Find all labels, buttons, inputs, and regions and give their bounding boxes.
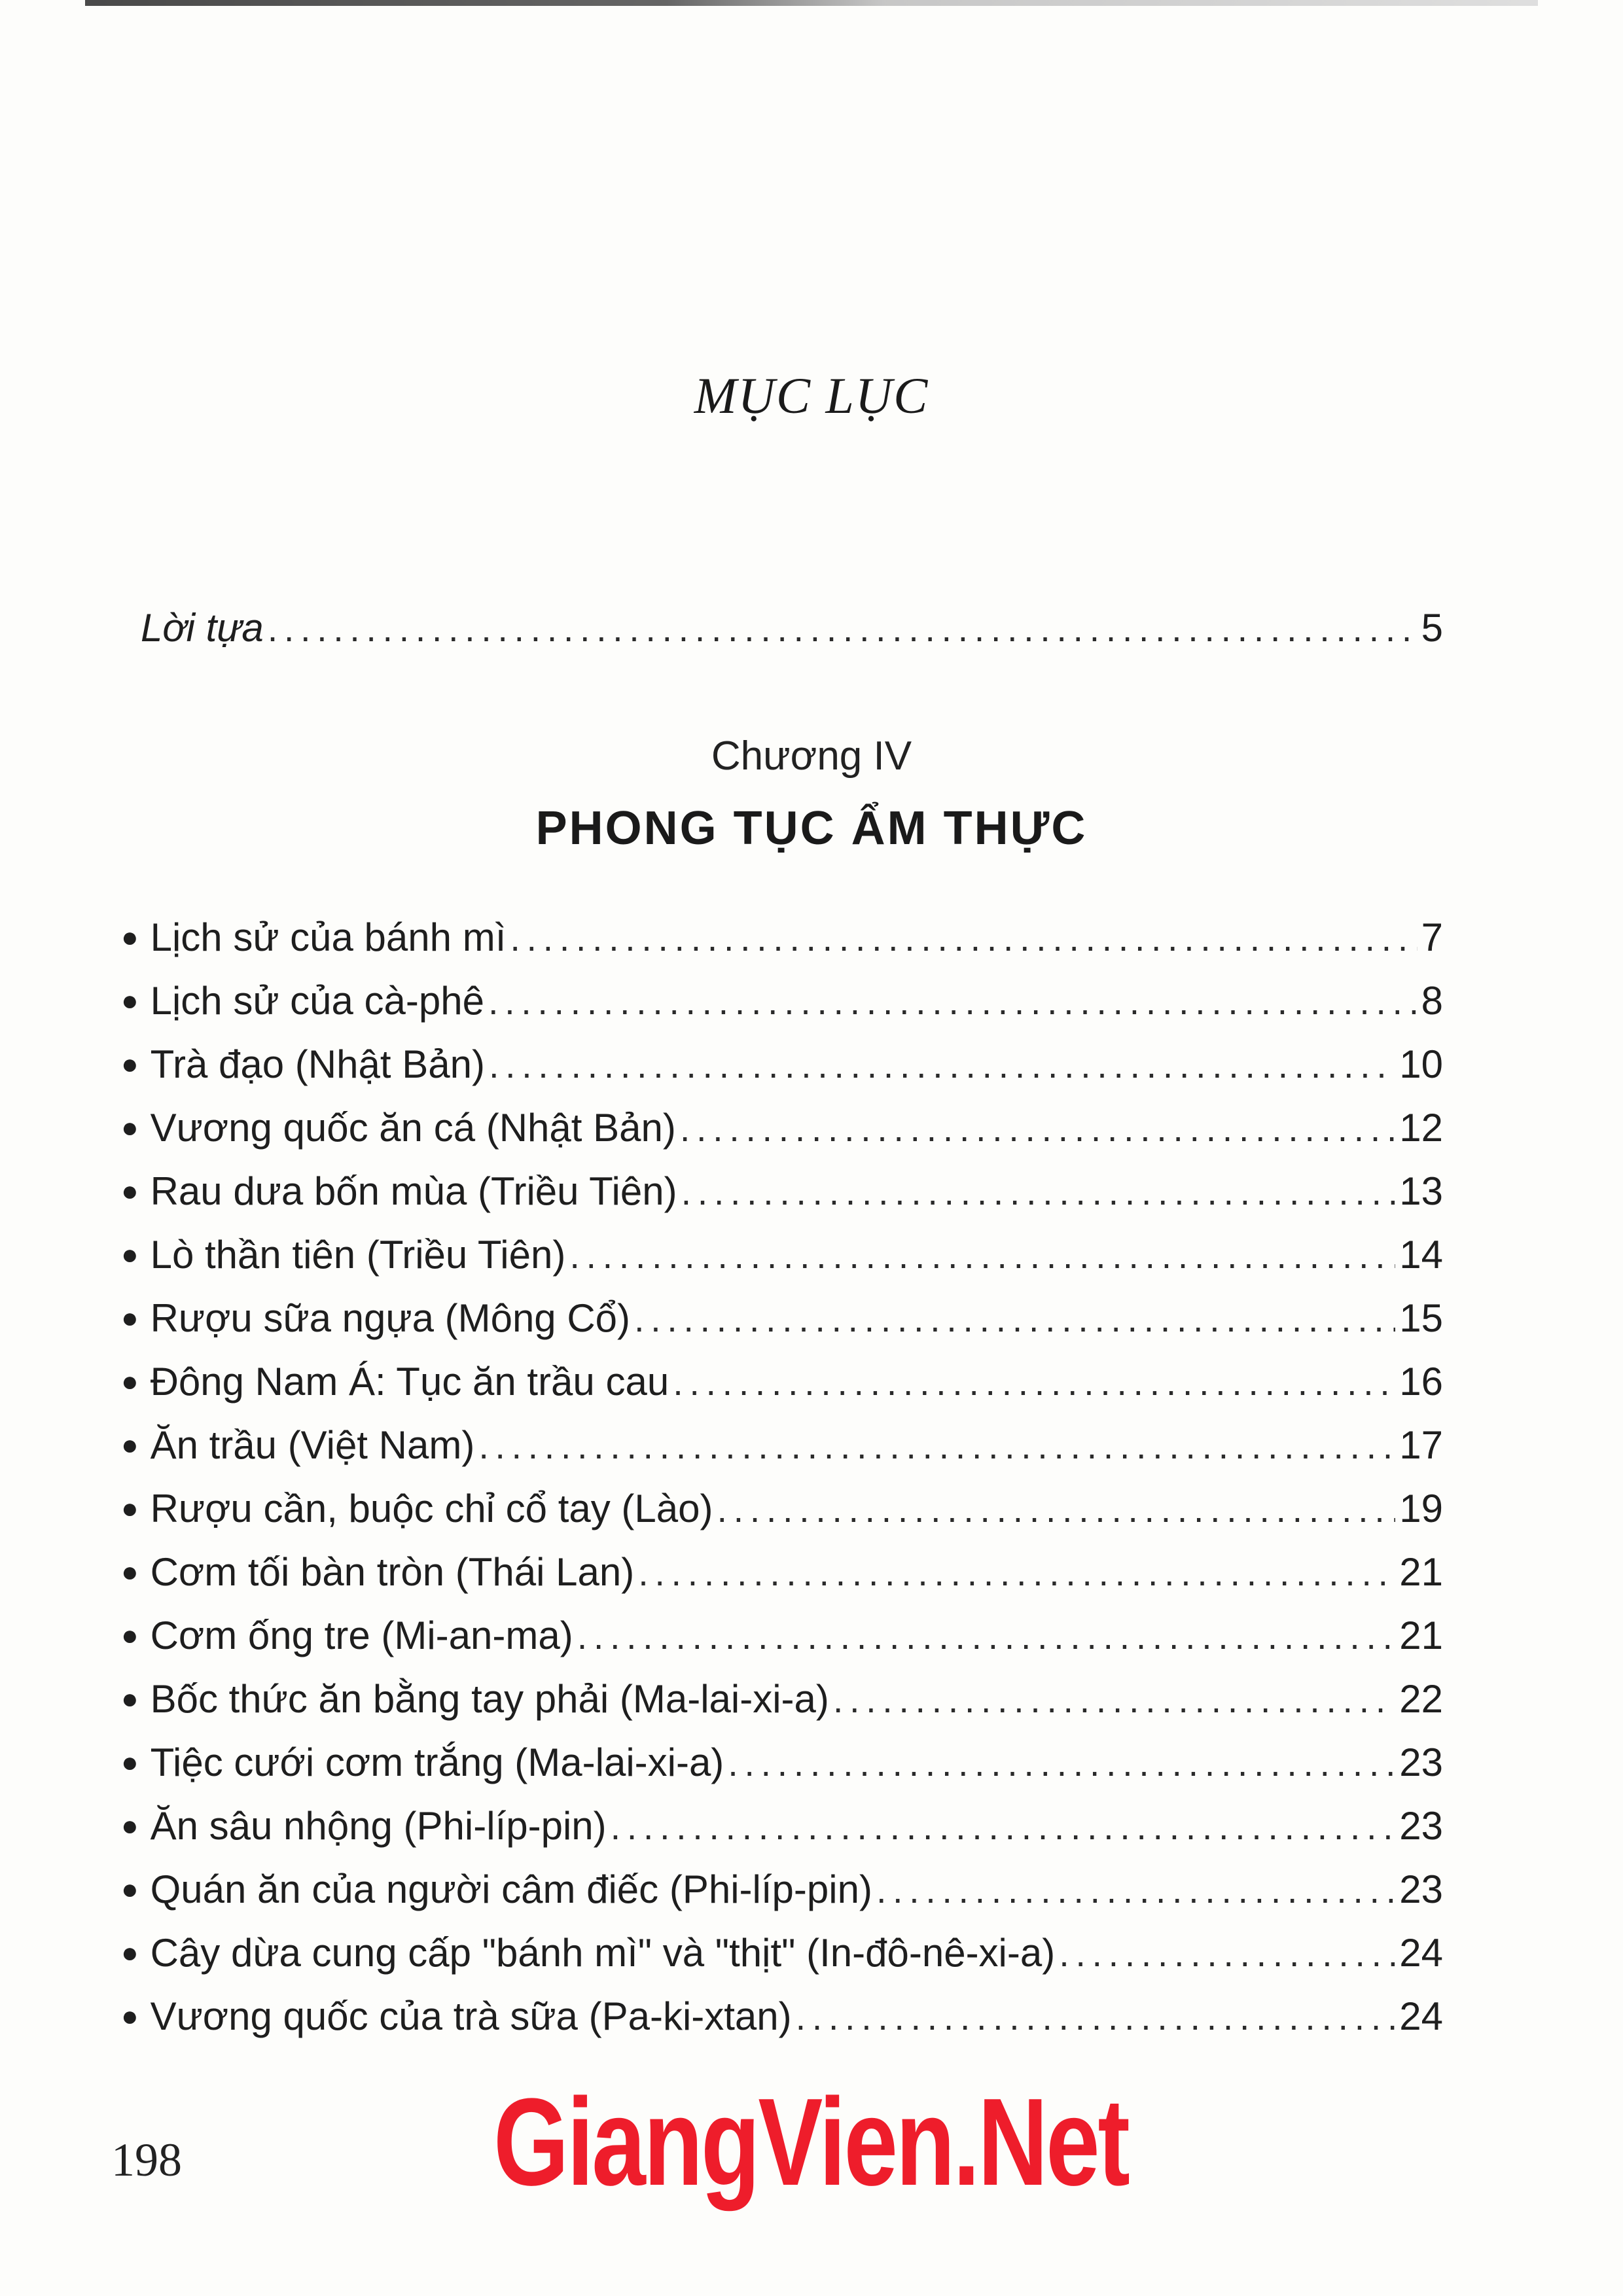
toc-entry-label: Tiệc cưới cơm trắng (Ma-lai-xi-a) [150,1740,724,1784]
toc-entry[interactable] [121,1930,1443,1975]
toc-entry-page: 23 [1399,1740,1443,1784]
dot-leader [577,1615,1396,1657]
bullet-icon: ● [121,1302,139,1334]
dot-leader [478,1424,1395,1467]
toc-entry-label: Đông Nam Á: Tục ăn trầu cau [150,1360,669,1404]
toc-entry[interactable] [121,1042,1443,1087]
dot-leader [268,607,1418,650]
toc-entry[interactable] [121,1549,1443,1595]
bullet-icon: ● [121,1048,139,1080]
toc-entry-label: Ăn sâu nhộng (Phi-líp-pin) [150,1804,607,1848]
toc-entry-label: Vương quốc của trà sữa (Pa-ki-xtan) [150,1994,792,2038]
toc-entry[interactable] [121,1296,1443,1341]
toc-entry-page: 24 [1399,1994,1443,2038]
toc-entry-preface[interactable] [141,605,1443,650]
toc-entry-label: Lời tựa [141,606,264,650]
dot-leader [876,1869,1395,1911]
toc-entry[interactable] [121,1169,1443,1214]
bullet-icon: ● [121,1175,139,1207]
toc-entry-label: Cây dừa cung cấp "bánh mì" và "thịt" (In-đô-nê-xi-a) [150,1931,1056,1975]
toc-entry[interactable] [121,978,1443,1023]
bullet-icon: ● [121,2000,139,2032]
toc-entry[interactable] [121,915,1443,960]
toc-entry-page: 8 [1421,979,1443,1023]
watermark: GiangVien.Net [493,2073,1128,2212]
toc-entry-page: 24 [1399,1931,1443,1975]
toc-entry-page: 22 [1399,1677,1443,1721]
toc-entry-label: Cơm ống tre (Mi-an-ma) [150,1614,573,1657]
toc-entry-label: Lịch sử của bánh mì [150,915,507,959]
dot-leader [611,1805,1396,1848]
dot-leader [510,917,1417,959]
toc-entry-label: Cơm tối bàn tròn (Thái Lan) [150,1550,635,1594]
dot-leader [489,1044,1395,1086]
toc-entry[interactable] [121,1613,1443,1658]
dot-leader [488,980,1418,1023]
dot-leader [673,1361,1395,1404]
toc-entry[interactable] [121,1867,1443,1912]
toc-entry-page: 5 [1421,606,1443,650]
bullet-icon: ● [121,1810,139,1842]
toc-entry[interactable] [121,1676,1443,1722]
toc-entry-label: Lịch sử của cà-phê [150,979,485,1023]
toc-entry[interactable] [121,1359,1443,1404]
dot-leader [1059,1932,1395,1975]
chapter-label: Chương IV [711,733,912,779]
toc-entry-label: Ăn trầu (Việt Nam) [150,1423,475,1467]
toc-entry[interactable] [121,1803,1443,1848]
dot-leader [569,1234,1395,1277]
toc-entry-page: 23 [1399,1867,1443,1911]
toc-entry-page: 7 [1421,915,1443,959]
toc-entry-label: Quán ăn của người câm điếc (Phi-líp-pin) [150,1867,872,1911]
dot-leader [796,1996,1396,2038]
toc-entry-page: 21 [1399,1550,1443,1594]
dot-leader [638,1551,1395,1594]
bullet-icon: ● [121,921,139,953]
toc-entry-page: 19 [1399,1487,1443,1530]
chapter-title: PHONG TỤC ẨM THỰC [535,802,1088,855]
toc-entry-page: 14 [1399,1233,1443,1277]
toc-entry-page: 17 [1399,1423,1443,1467]
bullet-icon: ● [121,1683,139,1715]
dot-leader [680,1107,1395,1150]
page-title: MỤC LỤC [694,367,929,424]
dot-leader [717,1488,1396,1530]
toc-entry-page: 21 [1399,1614,1443,1657]
page-number: 198 [111,2134,182,2186]
bullet-icon: ● [121,1239,139,1271]
toc-entry-label: Rượu sữa ngựa (Mông Cổ) [150,1296,631,1340]
toc-entry-label: Lò thần tiên (Triều Tiên) [150,1233,566,1277]
toc-entry-label: Rau dưa bốn mùa (Triều Tiên) [150,1169,677,1213]
toc-entry-page: 13 [1399,1169,1443,1213]
toc-entry-label: Bốc thức ăn bằng tay phải (Ma-lai-xi-a) [150,1677,829,1721]
toc-entry-page: 23 [1399,1804,1443,1848]
toc-entry-page: 10 [1399,1042,1443,1086]
dot-leader [681,1171,1396,1213]
bullet-icon: ● [121,1746,139,1778]
toc-entry[interactable] [121,1105,1443,1150]
bullet-icon: ● [121,1492,139,1525]
dot-leader [833,1678,1395,1721]
toc-entry-label: Trà đạo (Nhật Bản) [150,1042,485,1086]
toc-entry-page: 15 [1399,1296,1443,1340]
dot-leader [634,1298,1395,1340]
bullet-icon: ● [121,1556,139,1588]
dot-leader [728,1742,1395,1784]
bullet-icon: ● [121,1366,139,1398]
bullet-icon: ● [121,1429,139,1461]
page-top-edge [85,0,1538,6]
toc-entry[interactable] [121,1740,1443,1785]
bullet-icon: ● [121,1873,139,1905]
toc-entry[interactable] [121,1486,1443,1531]
bullet-icon: ● [121,985,139,1017]
toc-entry[interactable] [121,1422,1443,1468]
bullet-icon: ● [121,1937,139,1969]
toc-entry-page: 16 [1399,1360,1443,1404]
bullet-icon: ● [121,1619,139,1651]
bullet-icon: ● [121,1112,139,1144]
toc-entry[interactable] [121,1994,1443,2039]
toc-entry-page: 12 [1399,1106,1443,1150]
toc-entry-label: Vương quốc ăn cá (Nhật Bản) [150,1106,676,1150]
toc-entry-label: Rượu cần, buộc chỉ cổ tay (Lào) [150,1487,713,1530]
toc-entry[interactable] [121,1232,1443,1277]
